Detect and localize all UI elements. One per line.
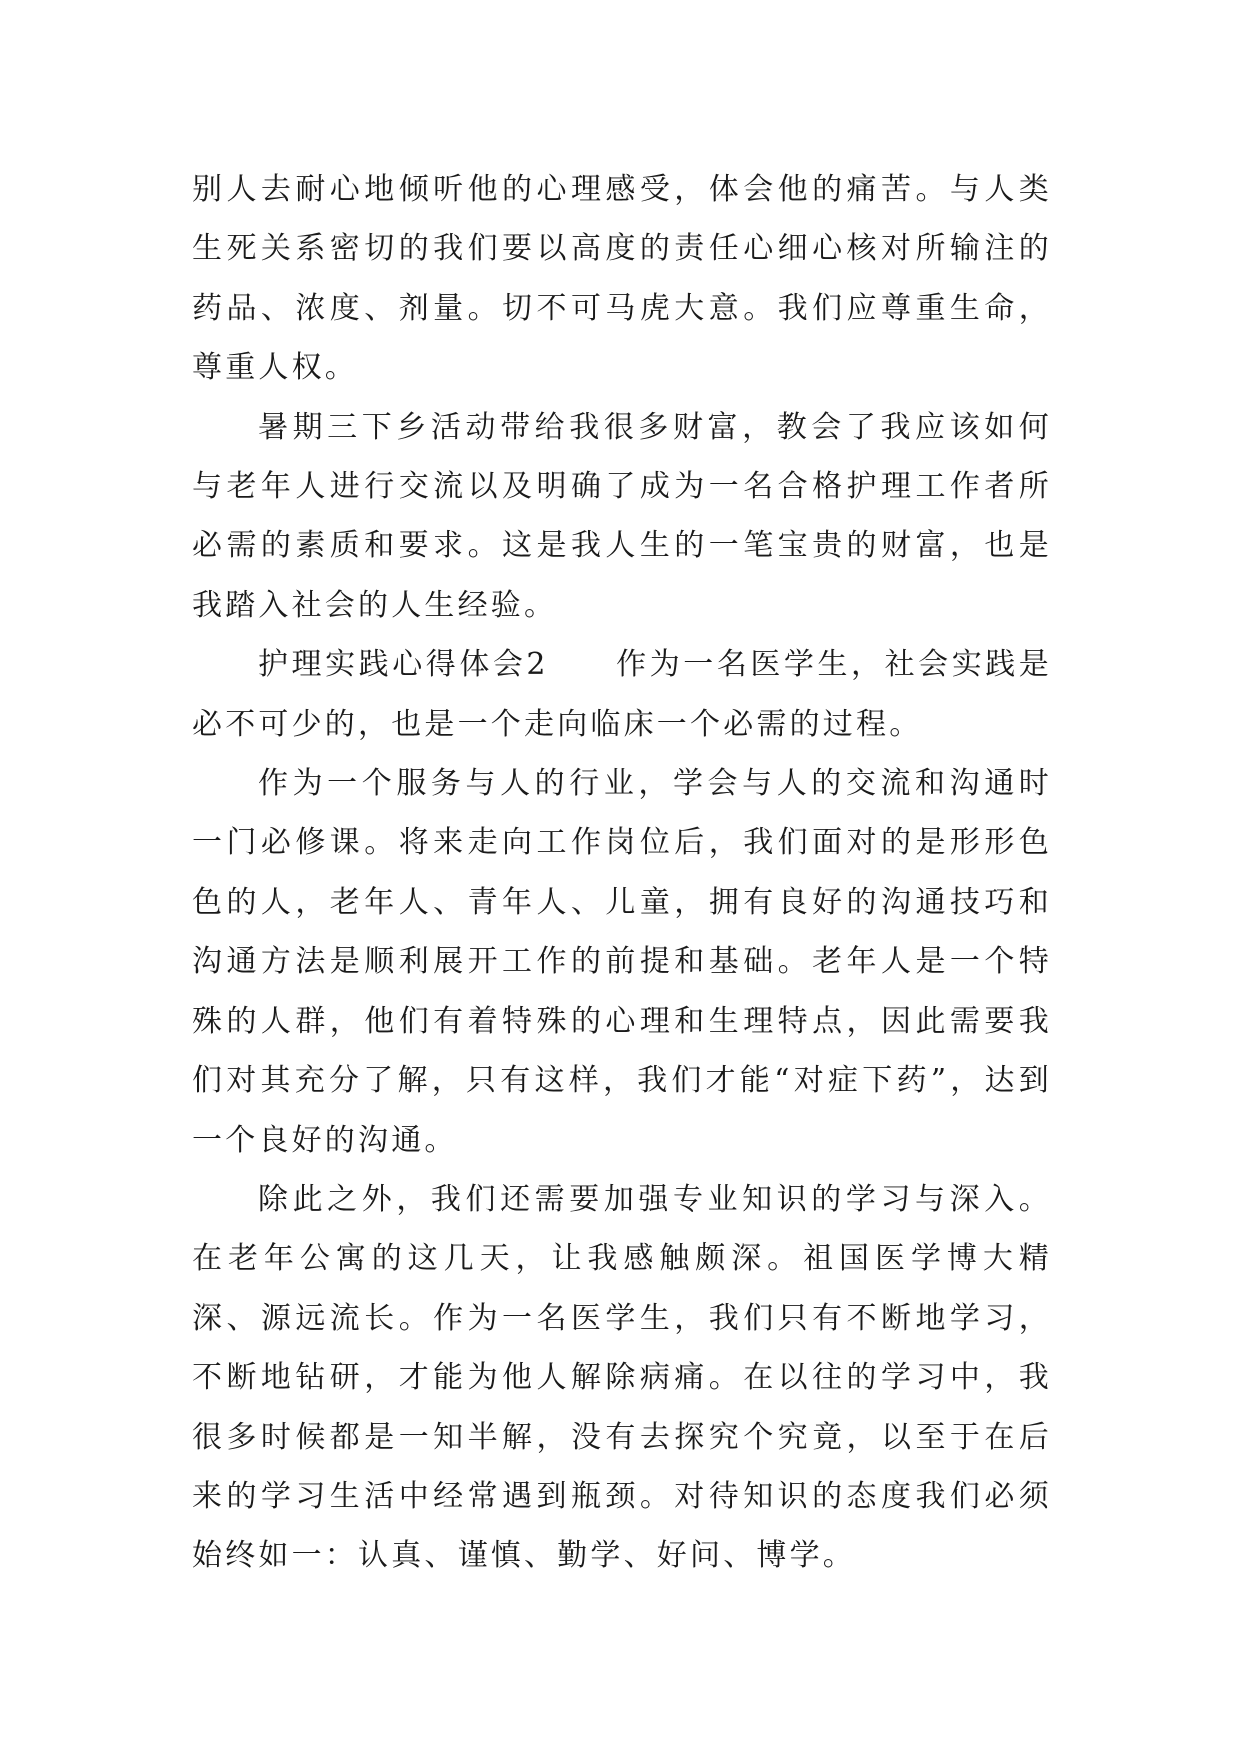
paragraph-1: 别人去耐心地倾听他的心理感受，体会他的痛苦。与人类生死关系密切的我们要以高度的责任心细心核对所输注的药品、浓度、剂量。切不可马虎大意。我们应尊重生命，尊重人权。 [192, 172, 1052, 386]
paragraph-4: 作为一个服务与人的行业，学会与人的交流和沟通时一门必修课。将来走向工作岗位后，我们面对的是形形色色的人，老年人、青年人、儿童，拥有良好的沟通技巧和沟通方法是顺利展开工作的前提和基础。老年人是一个特殊的人群，他们有着特殊的心理和生理特点，因此需要我们对其充分了解，只有这样，我们才能“对症下药”，达到一个良好的沟通。 [192, 766, 1052, 1158]
body-text [192, 160, 1052, 1586]
paragraph-2: 暑期三下乡活动带给我很多财富，教会了我应该如何与老年人进行交流以及明确了成为一名合格护理工作者所必需的素质和要求。这是我人生的一笔宝贵的财富，也是我踏入社会的人生经验。 [192, 409, 1052, 623]
paragraph-5: 除此之外，我们还需要加强专业知识的学习与深入。在老年公寓的这几天，让我感触颇深。祖国医学博大精深、源远流长。作为一名医学生，我们只有不断地学习，不断地钻研，才能为他人解除病痛。在以往的学习中，我很多时候都是一知半解，没有去探究个究竟，以至于在后来的学习生活中经常遇到瓶颈。对待知识的态度我们必须始终如一：认真、谨慎、勤学、好问、博学。 [192, 1181, 1052, 1574]
paragraph-3: 护理实践心得体会2 作为一名医学生，社会实践是必不可少的，也是一个走向临床一个必需的过程。 [192, 647, 1052, 742]
